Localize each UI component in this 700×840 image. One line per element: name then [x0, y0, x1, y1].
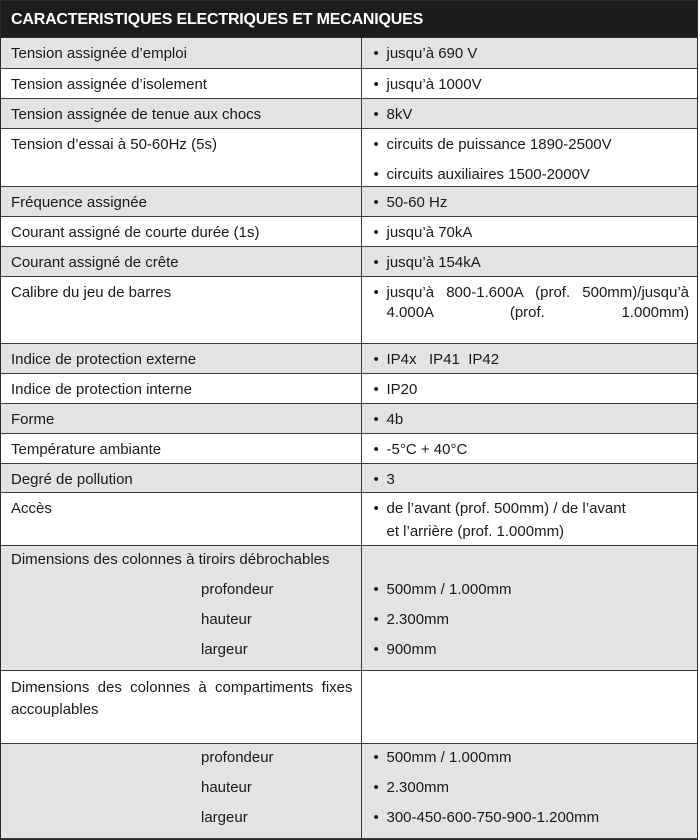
dim-value: • 2.300mm: [374, 610, 690, 630]
row-value: • jusqu’à 154kA: [374, 253, 690, 273]
dim-value: • 500mm / 1.000mm: [374, 748, 690, 768]
dim-value: • 2.300mm: [374, 778, 690, 798]
row-tension-essai: [1, 128, 697, 186]
table-title: CARACTERISTIQUES ELECTRIQUES ET MECANIQUES: [1, 1, 697, 38]
row-courant-courte-duree: [1, 216, 697, 246]
row-value: • IP20: [374, 380, 690, 400]
row-label: Degré de pollution: [1, 463, 361, 492]
row-label: Température ambiante: [1, 433, 361, 463]
row-courant-crete: [1, 246, 697, 276]
row-label: Accès: [1, 492, 361, 545]
row-acces: [1, 492, 697, 545]
row-value: • IP4x IP41 IP42: [374, 350, 690, 370]
row-value: • circuits auxiliaires 1500-2000V: [374, 165, 690, 185]
row-label: Courant assigné de courte durée (1s): [1, 216, 361, 246]
section-heading: Dimensions des colonnes à compartiments fixes accouplables: [11, 678, 353, 718]
row-value: • 50-60 Hz: [374, 193, 690, 213]
row-protection-interne: [1, 373, 697, 403]
row-label: Indice de protection interne: [1, 373, 361, 403]
dim-value: • 300-450-600-750-900-1.200mm: [374, 808, 690, 828]
row-value: • -5°C + 40°C: [374, 440, 690, 460]
row-value: • 8kV: [374, 105, 690, 125]
row-label: Tension assignée de tenue aux chocs: [1, 98, 361, 128]
row-value: • jusqu’à 1000V: [374, 75, 690, 95]
row-label: Tension d’essai à 50-60Hz (5s): [1, 128, 361, 186]
row-frequence: [1, 186, 697, 216]
row-tension-isolement: [1, 68, 697, 98]
dim-label: largeur: [201, 808, 248, 826]
dim-label: hauteur: [201, 610, 252, 628]
dim-label: largeur: [201, 640, 248, 658]
dim-value: • 500mm / 1.000mm: [374, 580, 690, 600]
row-value-cont: et l’arrière (prof. 1.000mm): [386, 522, 565, 540]
row-value: • jusqu’à 800-1.600A (prof. 500mm)/jusqu’à 4.000A (prof. 1.000mm): [374, 283, 690, 343]
row-label: Courant assigné de crête: [1, 246, 361, 276]
dim-label: profondeur: [201, 580, 274, 598]
row-protection-externe: [1, 343, 697, 373]
row-pollution: [1, 463, 697, 492]
row-tension-emploi: [1, 38, 697, 68]
row-label: Forme: [1, 403, 361, 433]
row-value: • de l’avant (prof. 500mm) / de l’avant: [374, 499, 690, 519]
row-forme: [1, 403, 697, 433]
dim-label: hauteur: [201, 778, 252, 796]
spec-table: [1, 38, 697, 839]
row-value: • 4b: [374, 410, 690, 430]
row-value: • 3: [374, 470, 690, 490]
row-label: Fréquence assignée: [1, 186, 361, 216]
row-tension-chocs: [1, 98, 697, 128]
section-heading: Dimensions des colonnes à tiroirs débrochables: [11, 550, 330, 568]
row-calibre-barres: [1, 276, 697, 343]
row-label: Tension assignée d’isolement: [1, 68, 361, 98]
dim-value: • 900mm: [374, 640, 690, 660]
row-value: • circuits de puissance 1890-2500V: [374, 135, 690, 155]
row-value: • jusqu’à 690 V: [374, 44, 690, 64]
section-compartiments: [1, 743, 697, 838]
row-label: Tension assignée d’emploi: [1, 38, 361, 68]
row-value: • jusqu’à 70kA: [374, 223, 690, 243]
section-compartiments-heading: [1, 670, 697, 743]
section-tiroirs: [1, 545, 697, 670]
dim-label: profondeur: [201, 748, 274, 766]
row-label: Calibre du jeu de barres: [1, 276, 361, 343]
row-label: Indice de protection externe: [1, 343, 361, 373]
row-temperature: [1, 433, 697, 463]
